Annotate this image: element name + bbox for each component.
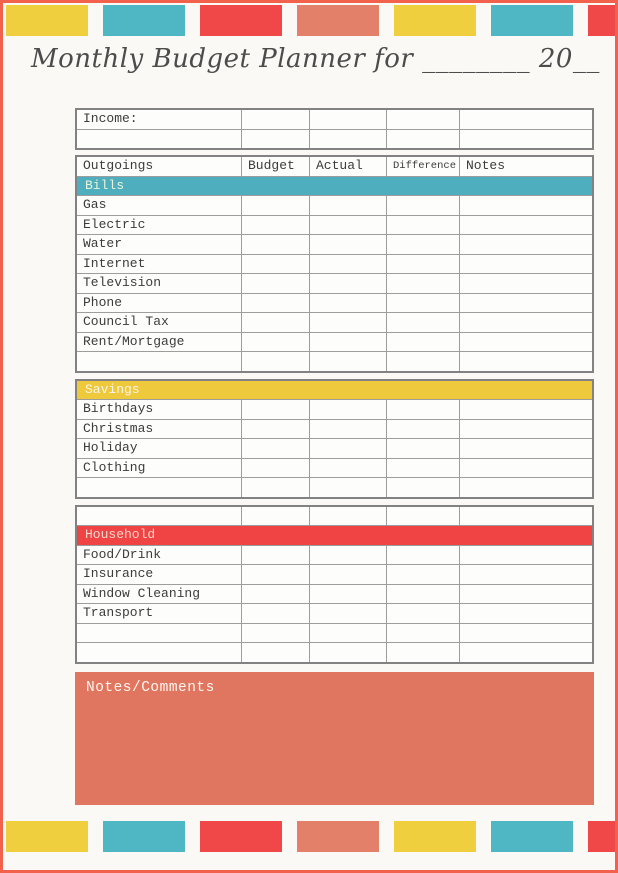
teal-decor-block [103, 821, 185, 852]
item-label-cell: Insurance [83, 566, 154, 581]
actual-cell [309, 459, 386, 478]
budget-cell [241, 420, 309, 439]
notes-cell [459, 439, 592, 458]
budget-cell [241, 439, 309, 458]
notes-cell [459, 352, 592, 371]
income-row [77, 110, 592, 129]
empty-cell [459, 130, 592, 149]
item-label-cell: Holiday [83, 440, 138, 455]
empty-cell [241, 130, 309, 149]
notes-cell [459, 274, 592, 293]
difference-cell [386, 235, 459, 254]
section-header-bills: Bills [77, 176, 592, 196]
notes-cell [459, 216, 592, 235]
budget-cell [241, 478, 309, 497]
income-difference-cell [386, 110, 459, 129]
budget-cell [241, 294, 309, 313]
notes-cell [459, 459, 592, 478]
table-row [77, 293, 592, 313]
budget-cell [241, 400, 309, 419]
item-label-cell [77, 624, 241, 643]
empty-row [77, 351, 592, 371]
actual-cell [309, 604, 386, 623]
difference-cell [386, 478, 459, 497]
difference-cell [386, 294, 459, 313]
table-row [77, 399, 592, 419]
coral-decor-block [297, 5, 379, 36]
column-header-notes: Notes [459, 157, 592, 176]
budget-cell [241, 565, 309, 584]
budget-cell [241, 459, 309, 478]
column-header-difference: Difference [386, 157, 459, 176]
page-title: Monthly Budget Planner for ________ 20__ [31, 44, 600, 74]
actual-cell [309, 439, 386, 458]
income-actual-cell [309, 110, 386, 129]
notes-cell [459, 255, 592, 274]
savings-section [75, 379, 594, 499]
table-row [77, 419, 592, 439]
budget-cell [241, 604, 309, 623]
difference-cell [386, 585, 459, 604]
notes-cell [459, 313, 592, 332]
actual-cell [309, 216, 386, 235]
table-row [77, 603, 592, 623]
item-label-cell [77, 352, 241, 371]
notes-cell [459, 420, 592, 439]
actual-cell [309, 624, 386, 643]
budget-cell [241, 643, 309, 662]
table-row [77, 254, 592, 274]
column-header-row [77, 157, 592, 176]
notes-cell [459, 333, 592, 352]
notes-cell [459, 643, 592, 662]
table-row [77, 215, 592, 235]
difference-cell [386, 216, 459, 235]
notes-cell [459, 235, 592, 254]
table-sections [75, 379, 594, 664]
item-label-cell: Window Cleaning [83, 585, 201, 601]
column-header-outgoings: Outgoings [83, 158, 154, 173]
table-row [77, 584, 592, 604]
empty-cell [386, 130, 459, 149]
section-header-household: Household [77, 525, 592, 545]
budget-cell [241, 255, 309, 274]
notes-cell [459, 604, 592, 623]
actual-cell [309, 420, 386, 439]
bottom-decoration-strip [6, 821, 615, 852]
income-label: Income: [83, 111, 138, 126]
actual-cell [309, 313, 386, 332]
difference-cell [386, 643, 459, 662]
actual-cell [309, 274, 386, 293]
item-label-cell: Television [83, 275, 162, 290]
table-row [77, 273, 592, 293]
notes-cell [459, 294, 592, 313]
actual-cell [309, 565, 386, 584]
item-label-cell: Water [83, 236, 123, 251]
budget-cell [241, 585, 309, 604]
item-label-cell: Birthdays [83, 401, 154, 416]
table-row [77, 438, 592, 458]
budget-cell [241, 546, 309, 565]
budget-cell [241, 507, 309, 526]
household-section [75, 505, 594, 664]
item-label-cell: Clothing [83, 459, 146, 475]
budget-cell [241, 333, 309, 352]
difference-cell [386, 546, 459, 565]
actual-cell [309, 196, 386, 215]
item-label-cell [77, 643, 241, 662]
notes-cell [459, 546, 592, 565]
item-label-cell: Christmas [83, 420, 154, 436]
empty-row [77, 623, 592, 643]
item-label-cell: Phone [83, 294, 123, 310]
difference-cell [386, 420, 459, 439]
budget-cell [241, 352, 309, 371]
notes-cell [459, 565, 592, 584]
yellow-decor-block [6, 5, 88, 36]
table-row [77, 458, 592, 478]
notes-comments-label: Notes/Comments [86, 680, 215, 696]
item-label-cell: Electric [83, 216, 146, 232]
table-row [77, 545, 592, 565]
actual-cell [309, 546, 386, 565]
notes-cell [459, 478, 592, 497]
empty-row [77, 507, 592, 526]
item-label-cell: Internet [83, 255, 146, 271]
budget-cell [241, 216, 309, 235]
item-label-cell: Gas [83, 197, 107, 212]
empty-row [77, 642, 592, 662]
empty-row [77, 477, 592, 497]
red-decor-block [200, 821, 282, 852]
actual-cell [309, 294, 386, 313]
item-label-cell: Council Tax [83, 314, 169, 329]
top-decoration-strip [6, 5, 615, 36]
income-notes-cell [459, 110, 592, 129]
table-row [77, 234, 592, 254]
budget-cell [241, 196, 309, 215]
actual-cell [309, 643, 386, 662]
empty-cell [77, 130, 241, 149]
budget-cell [241, 313, 309, 332]
actual-cell [309, 352, 386, 371]
outgoings-section [75, 155, 594, 373]
notes-cell [459, 507, 592, 526]
actual-cell [309, 585, 386, 604]
coral-decor-block [297, 821, 379, 852]
item-label-cell: Rent/Mortgage [83, 333, 185, 349]
budget-table [75, 108, 594, 664]
notes-cell [459, 400, 592, 419]
notes-comments-box [75, 672, 594, 805]
difference-cell [386, 352, 459, 371]
yellow-decor-block [394, 5, 476, 36]
table-row [77, 564, 592, 584]
item-label-cell: Food/Drink [83, 546, 162, 562]
item-label-cell: Transport [83, 605, 154, 620]
difference-cell [386, 333, 459, 352]
notes-cell [459, 624, 592, 643]
difference-cell [386, 196, 459, 215]
actual-cell [309, 333, 386, 352]
income-budget-cell [241, 110, 309, 129]
empty-cell [309, 130, 386, 149]
table-row [77, 195, 592, 215]
actual-cell [309, 235, 386, 254]
difference-cell [386, 439, 459, 458]
notes-cell [459, 585, 592, 604]
actual-cell [309, 255, 386, 274]
red-decor-block [588, 821, 615, 852]
item-label-cell [77, 478, 241, 497]
difference-cell [386, 400, 459, 419]
table-row [77, 332, 592, 352]
difference-cell [386, 313, 459, 332]
table-row [77, 312, 592, 332]
notes-cell [459, 196, 592, 215]
difference-cell [386, 624, 459, 643]
difference-cell [386, 604, 459, 623]
budget-cell [241, 274, 309, 293]
budget-cell [241, 624, 309, 643]
difference-cell [386, 274, 459, 293]
teal-decor-block [103, 5, 185, 36]
yellow-decor-block [394, 821, 476, 852]
red-decor-block [588, 5, 615, 36]
income-section [75, 108, 594, 150]
column-header-actual: Actual [309, 157, 386, 176]
income-empty-row [77, 129, 592, 149]
difference-cell [386, 459, 459, 478]
actual-cell [309, 507, 386, 526]
item-label-cell [77, 507, 241, 526]
teal-decor-block [491, 5, 573, 36]
yellow-decor-block [6, 821, 88, 852]
actual-cell [309, 478, 386, 497]
actual-cell [309, 400, 386, 419]
difference-cell [386, 565, 459, 584]
difference-cell [386, 255, 459, 274]
teal-decor-block [491, 821, 573, 852]
difference-cell [386, 507, 459, 526]
budget-cell [241, 235, 309, 254]
section-header-savings: Savings [77, 381, 592, 400]
red-decor-block [200, 5, 282, 36]
column-header-budget: Budget [241, 157, 309, 176]
